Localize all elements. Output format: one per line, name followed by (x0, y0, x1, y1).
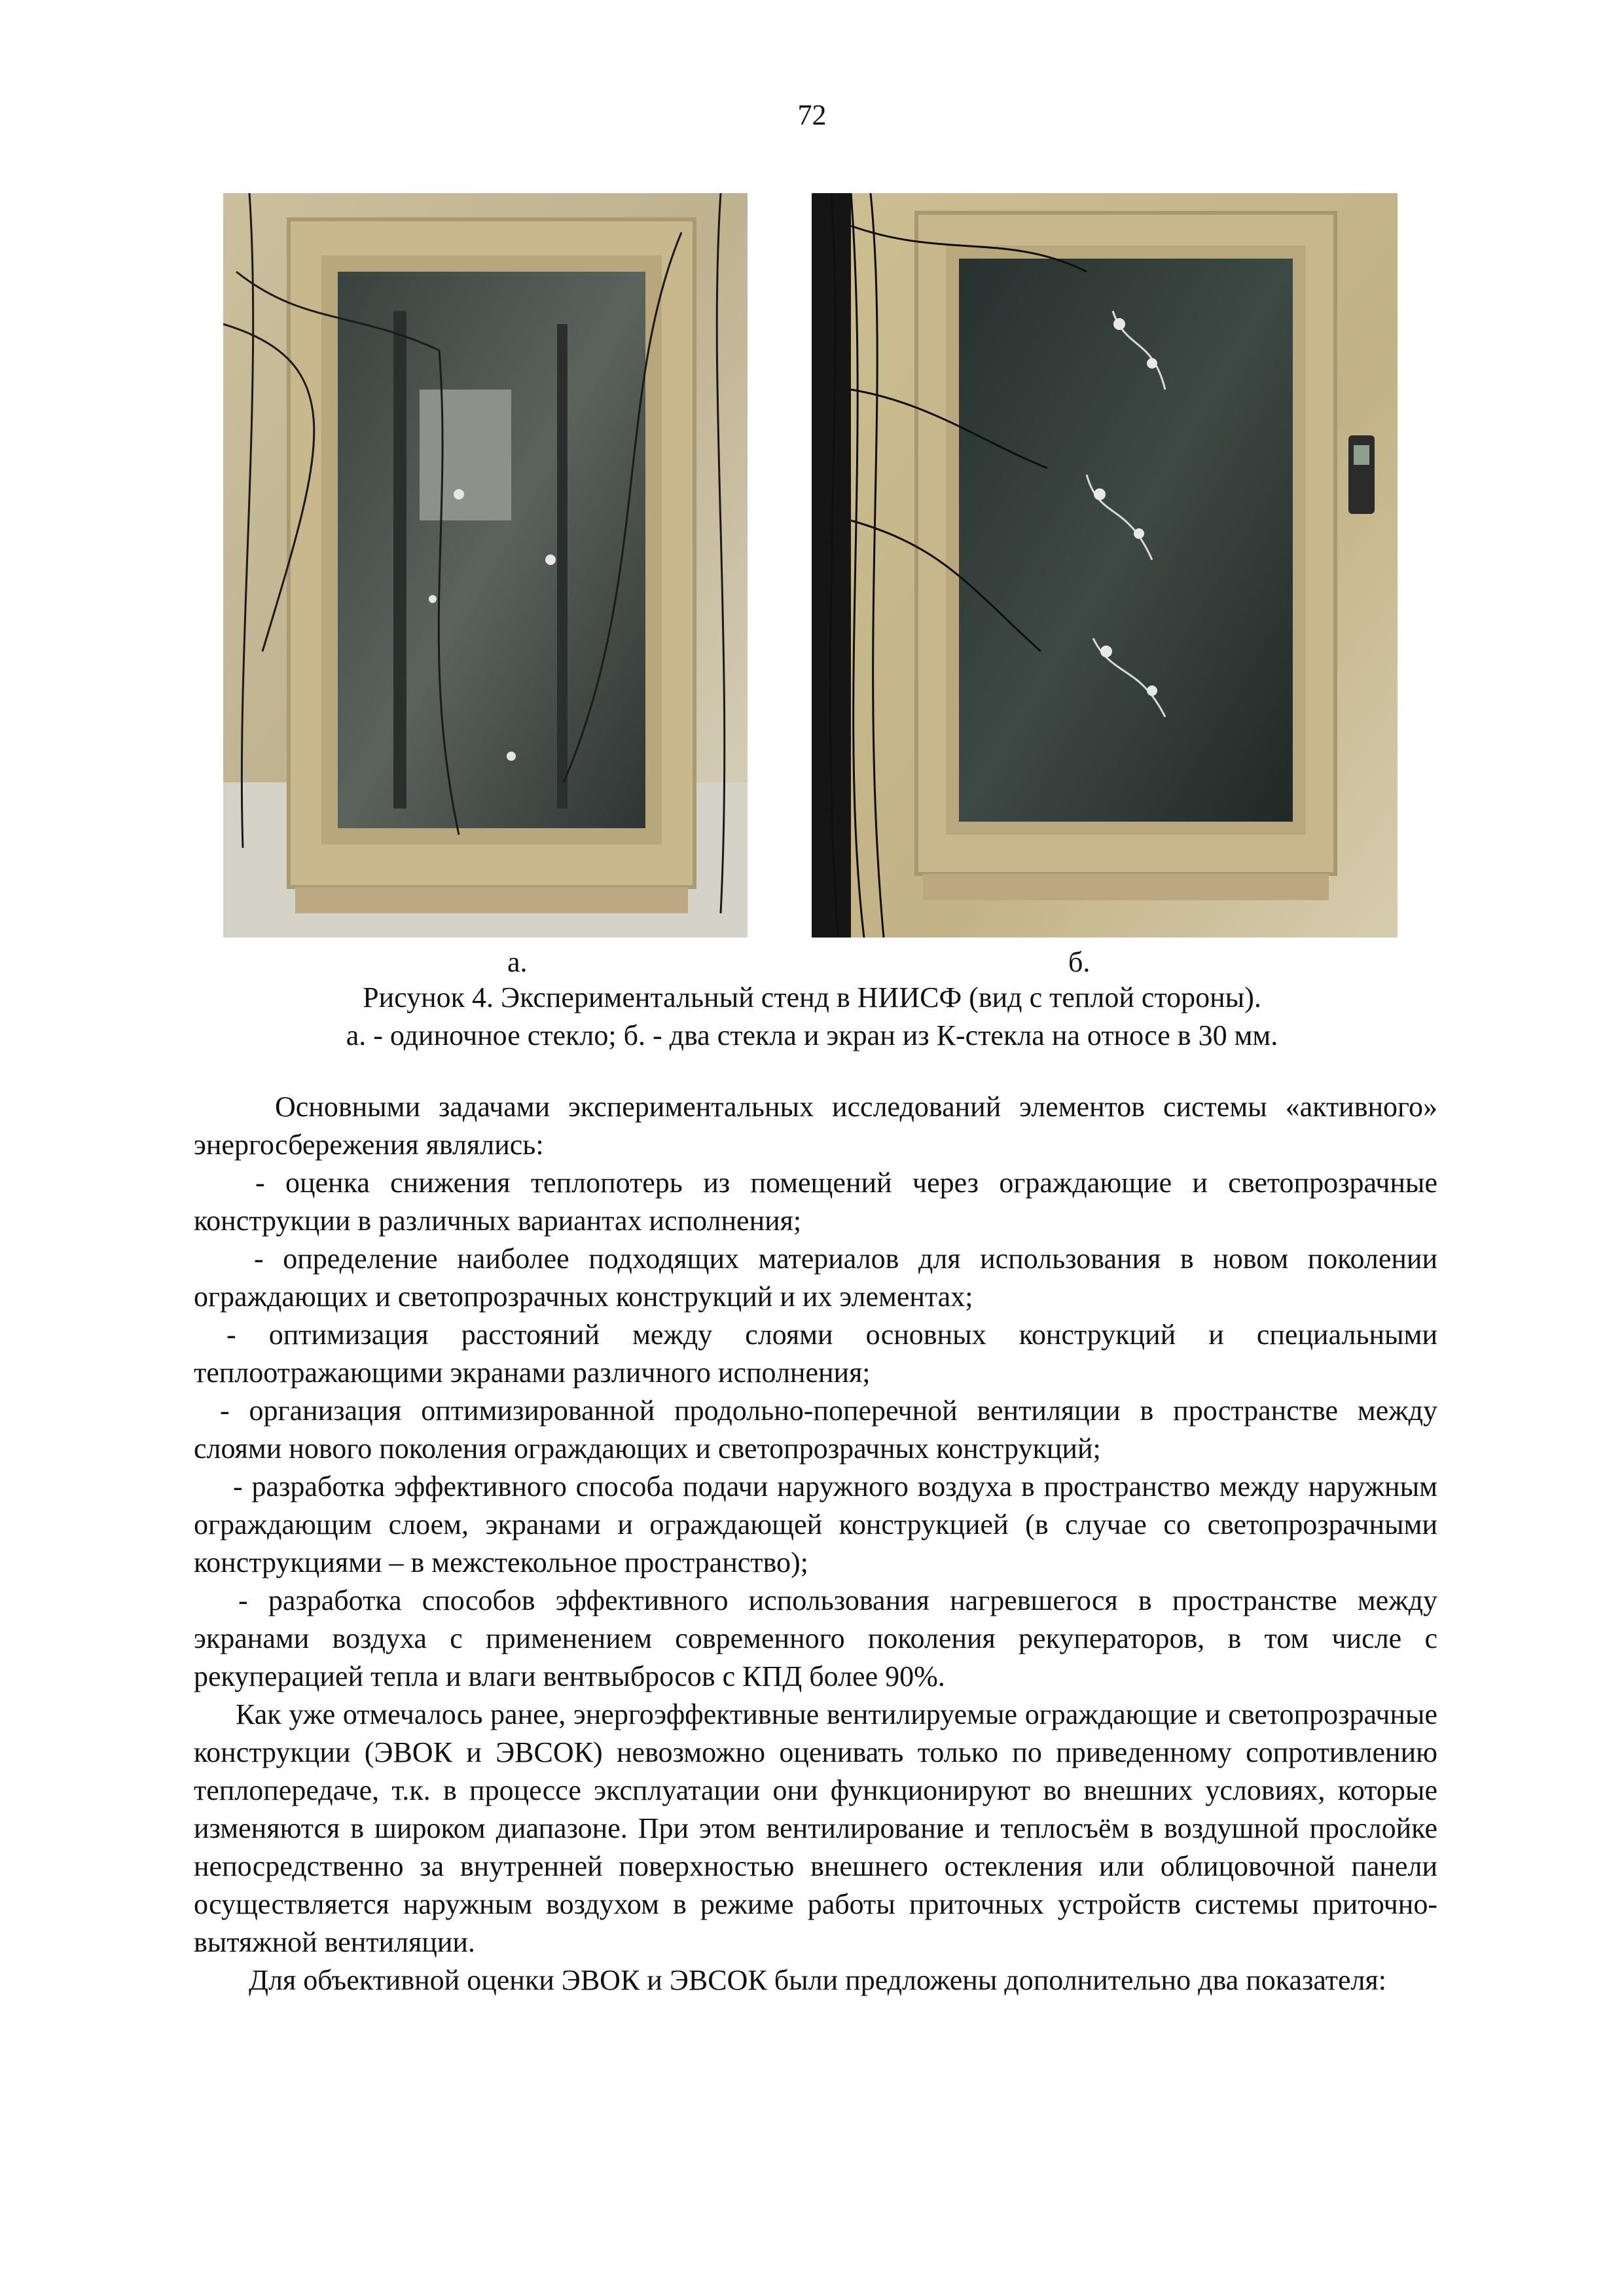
list-item-task-3: - оптимизация расстояний между слоями основных конструкций и специальными теплоотражающими экранами различного исполнения; (194, 1319, 1437, 1389)
paragraph-indicators: Для объективной оценки ЭВОК и ЭВСОК были предложены дополнительно два показателя: (249, 1964, 1386, 1996)
list-item-task-6: - разработка способов эффективного использования нагревшегося в пространстве между экранами воздуха с применением современного поколения рекуператоров, в том числе с рекуперацией тепла и влаги вентвыбросов с КПД более 90%. (194, 1584, 1437, 1692)
list-item-task-1: - оценка снижения теплопотерь из помещений через ограждающие и светопрозрачные конструкции в различных вариантах исполнения; (194, 1167, 1437, 1237)
body-text (194, 1088, 1437, 1999)
paragraph-evaluation: Как уже отмечалось ранее, энергоэффективные вентилируемые ограждающие и светопрозрачные конструкции (ЭВОК и ЭВСОК) невозможно оценивать только по приведенному сопротивлению теплопередаче, т.к. в процессе эксплуатации они функционируют во внешних условиях, которые изменяются в широком диапазоне. При этом вентилирование и теплосъём в воздушной прослойке непосредственно за внутренней поверхностью внешнего остекления или облицовочной панели осуществляется наружным воздухом в режиме работы приточных устройств системы приточно-вытяжной вентиляции. (194, 1698, 1437, 1958)
list-item-task-4: - организация оптимизированной продольно-поперечной вентиляции в пространстве между слоями нового поколения ограждающих и светопрозрачных конструкций; (194, 1394, 1437, 1465)
page-number: 72 (797, 99, 827, 131)
photo-b-double-glass (812, 193, 1398, 938)
figure-label-a: а. (507, 946, 528, 978)
list-item-task-2: - определение наиболее подходящих материалов для использования в новом поколении ограждающих и светопрозрачных конструкций и их элементах; (194, 1243, 1437, 1313)
figure-caption-title: Рисунок 4. Экспериментальный стенд в НИИСФ (вид с теплой стороны). (363, 981, 1261, 1013)
figure-label-b: б. (1068, 946, 1091, 978)
window-photo-b-icon (812, 193, 1398, 938)
paragraph-intro: Основными задачами экспериментальных исследований элементов системы «активного» энергосбережения являлись: (194, 1091, 1437, 1161)
list-item-task-5: - разработка эффективного способа подачи наружного воздуха в пространство между наружным ограждающим слоем, экранами и ограждающей конструкцией (в случае со светопрозрачными конструкциями – в межстекольное пространство); (194, 1470, 1437, 1578)
window-photo-a-icon (223, 193, 748, 938)
figure-caption-description: а. - одиночное стекло; б. - два стекла и экран из К-стекла на относе в 30 мм. (346, 1019, 1278, 1051)
photo-a-single-glass (223, 193, 748, 938)
